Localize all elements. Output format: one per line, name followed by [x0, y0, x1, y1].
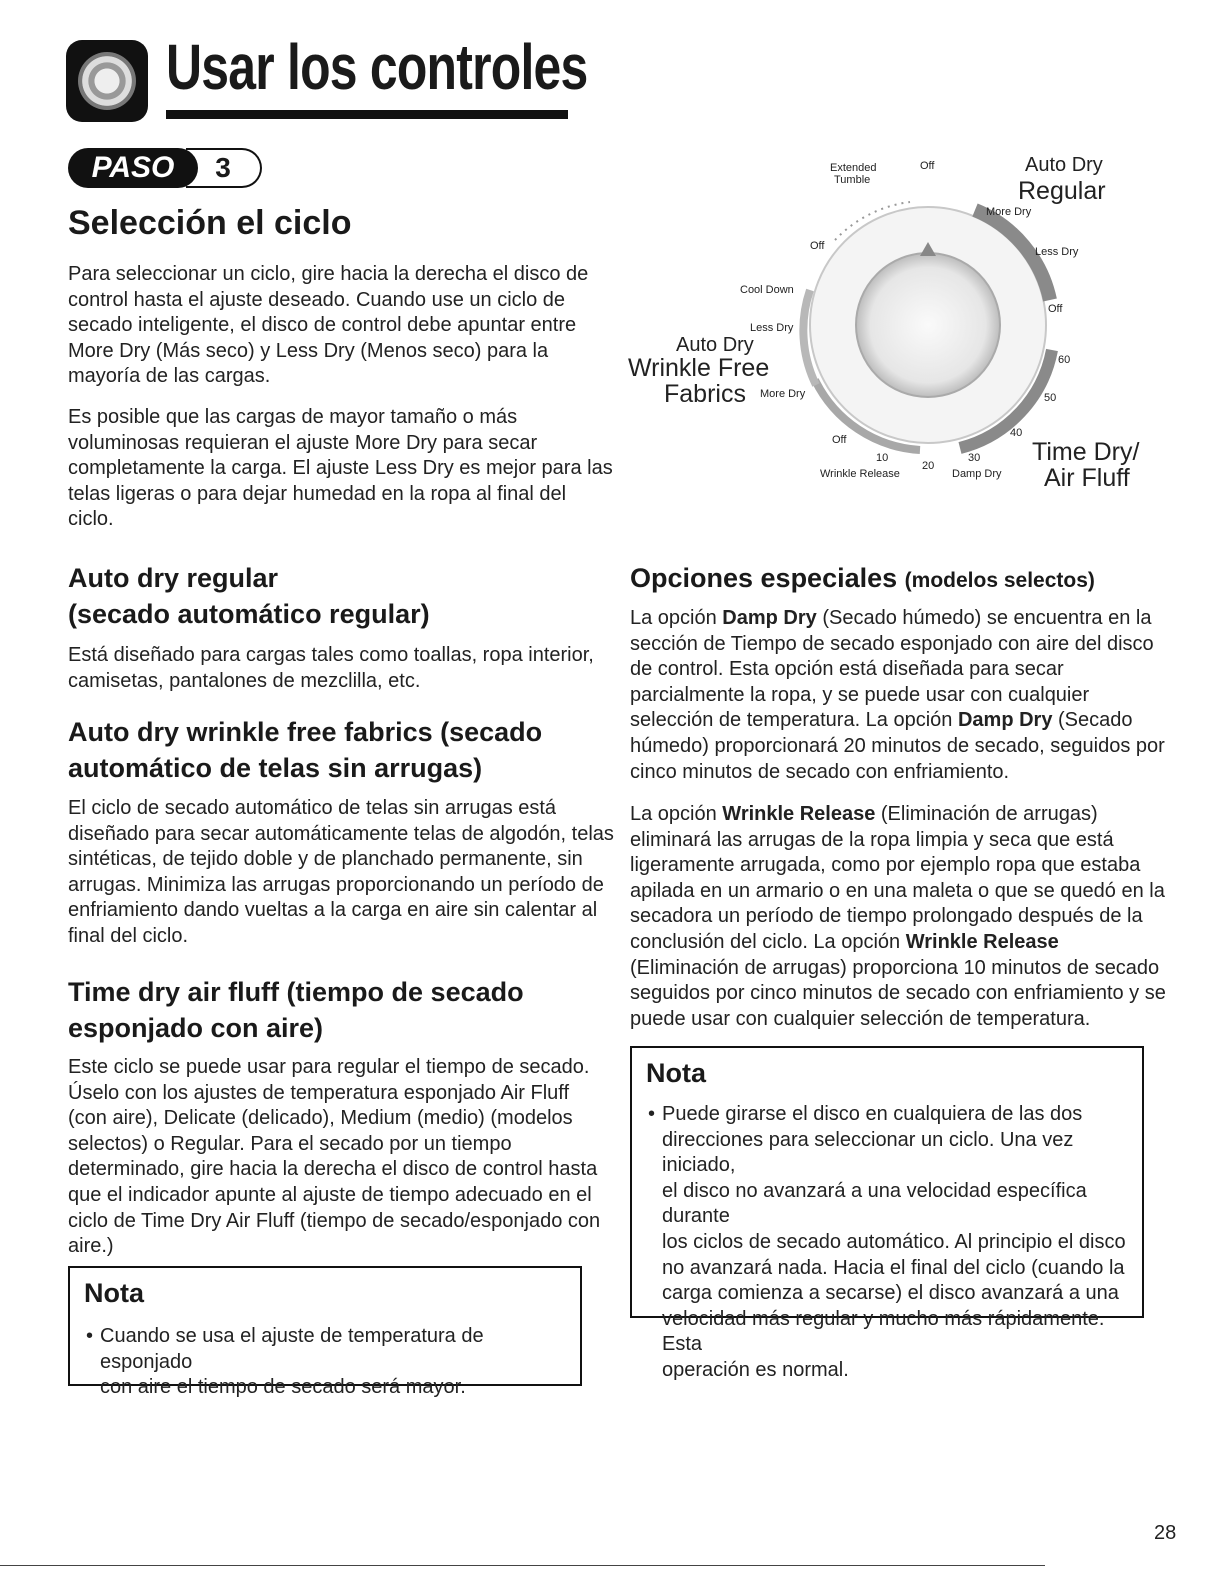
dial-label-off-left: Off	[810, 240, 825, 252]
dial-number-10: 10	[876, 452, 889, 464]
opciones-paragraph-2: La opción Wrinkle Release (Eliminación de arrugas) eliminará las arrugas de la ropa limpia y seca que está ligeramente arrugada, como por ejemplo ropa que estaba apilada en un armario o en una maleta o que se quedó en la secadora un período de tiempo prolongado después de la conclusión del ciclo. La opción Wrinkle Release (Eliminación de arrugas) proporciona 10 minutos de secado seguidos por cinco minutos de secado con enfriamiento y se puede usar con cualquier selección de temperatura.	[630, 803, 1166, 1030]
dial-number-40: 40	[1010, 427, 1023, 439]
bullet: •	[86, 1325, 94, 1347]
note-box-right	[630, 1046, 1144, 1381]
dial-label-off-bottom: Off	[832, 434, 847, 446]
note-title: Nota	[646, 1058, 706, 1088]
bullet: •	[648, 1103, 656, 1125]
note-text: Puede girarse el disco en cualquiera de las dos direcciones para seleccionar un ciclo. Una vez iniciado, el disco no avanzará a una velocidad específica durante los ciclos de secado automático. Al principio el disco no avanzará nada. Hacia el final del ciclo (cuando la carga comienza a secarse) el disco avanzará a una velocidad más regular y mucho más rápidamente. Esta operación es normal.	[662, 1103, 1126, 1381]
dial-label-air-fluff: Air Fluff	[1044, 464, 1130, 492]
opciones-heading: Opciones especiales (modelos selectos)	[630, 563, 1095, 593]
page-number: 28	[1154, 1522, 1177, 1544]
dial-number-60: 60	[1058, 354, 1071, 366]
dial-label-less-dry-right: Less Dry	[1035, 246, 1079, 258]
time-dry-heading: Time dry air fluff (tiempo de secado esponjado con aire)	[68, 977, 524, 1043]
dial-number-20: 20	[922, 460, 935, 472]
step-number: 3	[186, 148, 262, 188]
control-dial-diagram	[620, 150, 1160, 495]
note-title: Nota	[84, 1278, 144, 1308]
step-label: PASO	[68, 148, 198, 188]
note-text: Cuando se usa el ajuste de temperatura de esponjado con aire el tiempo de secado será mayor.	[100, 1325, 484, 1399]
dial-label-off-top: Off	[920, 160, 935, 172]
dial-label-off-right: Off	[1048, 303, 1063, 315]
intro-paragraph-2: Es posible que las cargas de mayor tamaño o más voluminosas requieran el ajuste More Dry para secar completamente la carga. El ajuste Less Dry es mejor para las telas ligeras o para dejar humedad en la ropa al final del ciclo.	[68, 406, 613, 531]
dial-icon	[66, 40, 148, 122]
section-title: Selección el ciclo	[68, 204, 352, 242]
auto-dry-regular-heading: Auto dry regular (secado automático regular)	[68, 563, 430, 629]
dial-number-50: 50	[1044, 392, 1057, 404]
dial-knob	[856, 253, 1000, 397]
dial-label-regular: Regular	[1018, 177, 1106, 205]
intro-paragraph-1: Para seleccionar un ciclo, gire hacia la derecha el disco de control hasta el ajuste deseado. Cuando use un ciclo de secado inteligente, el disco de control debe apuntar entre More Dry (Más seco) y Less Dry (Menos seco) para la mayoría de las cargas.	[68, 263, 589, 388]
dial-label-wrinkle-release: Wrinkle Release	[820, 468, 900, 480]
dial-label-damp-dry: Damp Dry	[952, 468, 1002, 480]
dial-label-tumble: Tumble	[834, 174, 871, 186]
dial-label-cool-down: Cool Down	[740, 284, 794, 296]
dial-number-30: 30	[968, 452, 981, 464]
dial-label-fabrics: Fabrics	[664, 380, 746, 408]
auto-dry-regular-body: Está diseñado para cargas tales como toallas, ropa interior, camisetas, pantalones de mezclilla, etc.	[68, 644, 594, 692]
dial-label-extended: Extended	[830, 162, 877, 174]
dial-label-wrinkle-free: Wrinkle Free	[628, 354, 770, 382]
dial-label-auto-dry-left: Auto Dry	[676, 334, 754, 356]
dial-label-more-dry-left: More Dry	[760, 388, 806, 400]
auto-dry-wrinkle-body: El ciclo de secado automático de telas sin arrugas está diseñado para secar automáticamente telas de algodón, telas sintéticas, de tejido doble y de planchado permanente, sin arrugas. Minimiza las arrugas proporcionando un período de enfriamiento dando vueltas a la carga en aire sin calentar al final del ciclo.	[68, 797, 614, 947]
note-box-left	[68, 1266, 582, 1399]
bottom-rule	[0, 1565, 1045, 1566]
time-dry-body: Este ciclo se puede usar para regular el tiempo de secado. Úselo con los ajustes de temperatura esponjado Air Fluff (con aire), Delicate (delicado), Medium (medio) (modelos selectos) o Regular. Para el secado por un tiempo determinado, gire hacia la derecha el disco de control hasta que el indicador apunte al ajuste de tiempo adecuado en el ciclo de Time Dry Air Fluff (tiempo de secado/esponjado con aire.)	[68, 1056, 601, 1258]
page-title: Usar los controles	[166, 31, 588, 103]
opciones-paragraph-1: La opción Damp Dry (Secado húmedo) se encuentra en la sección de Tiempo de secado esponjado con aire del disco de control. Esta opción está diseñada para secar parcialmente la ropa, y se puede usar con cualquier selección de temperatura. La opción Damp Dry (Secado húmedo) proporcionará 20 minutos de secado, seguidos por cinco minutos de secado con enfriamiento.	[630, 607, 1165, 783]
dial-label-time-dry: Time Dry/	[1032, 438, 1140, 466]
title-rule	[166, 110, 568, 119]
dial-label-auto-dry-top: Auto Dry	[1025, 154, 1103, 176]
dial-label-more-dry-top: More Dry	[986, 206, 1032, 218]
auto-dry-wrinkle-heading: Auto dry wrinkle free fabrics (secado automático de telas sin arrugas)	[68, 717, 543, 783]
dial-label-less-dry-left: Less Dry	[750, 322, 794, 334]
